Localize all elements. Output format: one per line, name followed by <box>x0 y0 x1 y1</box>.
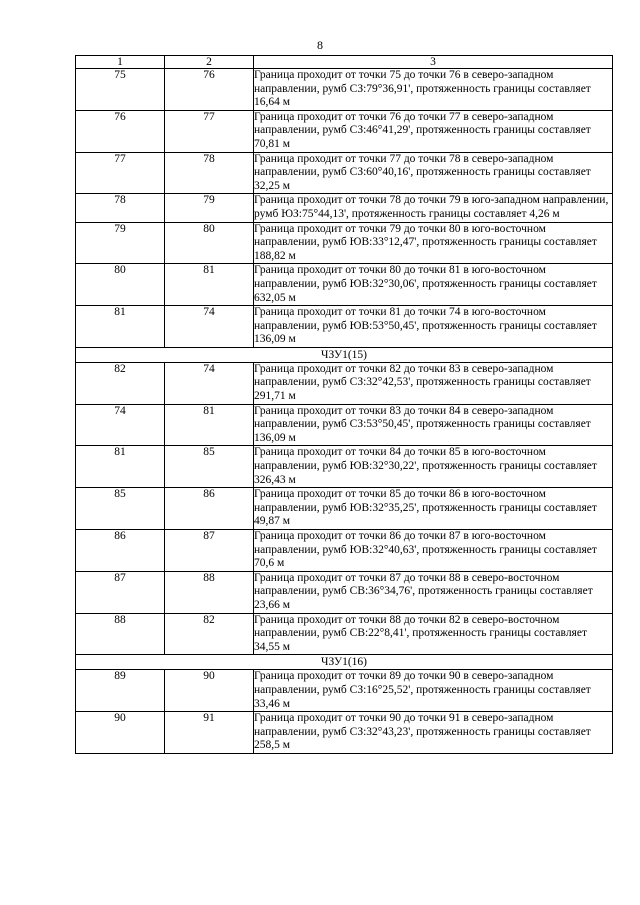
point-to-cell: 78 <box>165 152 254 194</box>
description-cell: Граница проходит от точки 77 до точки 78 в северо-западном направлении, румб СЗ:60°40,16', протяженность границы составляет 32,25 м <box>254 152 613 194</box>
point-from-cell: 90 <box>76 712 165 754</box>
description-cell: Граница проходит от точки 76 до точки 77 в северо-западном направлении, румб СЗ:46°41,29', протяженность границы составляет 70,81 м <box>254 110 613 152</box>
point-to-cell: 90 <box>165 670 254 712</box>
table-row <box>76 712 613 754</box>
point-to-cell: 85 <box>165 446 254 488</box>
description-cell: Граница проходит от точки 81 до точки 74 в юго-восточном направлении, румб ЮВ:53°50,45', протяженность границы составляет 136,09 м <box>254 306 613 348</box>
point-from-cell: 80 <box>76 264 165 306</box>
table-row <box>76 362 613 404</box>
table-row <box>76 152 613 194</box>
point-to-cell: 82 <box>165 613 254 655</box>
table-row <box>76 404 613 446</box>
section-title: ЧЗУ1(16) <box>76 655 613 670</box>
point-to-cell: 74 <box>165 362 254 404</box>
description-cell: Граница проходит от точки 79 до точки 80 в юго-восточном направлении, румб ЮВ:33°12,47', протяженность границы составляет 188,82 м <box>254 222 613 264</box>
description-cell: Граница проходит от точки 86 до точки 87 в юго-восточном направлении, румб ЮВ:32°40,63', протяженность границы составляет 70,6 м <box>254 530 613 572</box>
description-cell: Граница проходит от точки 75 до точки 76 в северо-западном направлении, румб СЗ:79°36,91', протяженность границы составляет 16,64 м <box>254 69 613 111</box>
table-row <box>76 110 613 152</box>
description-cell: Граница проходит от точки 89 до точки 90 в северо-западном направлении, румб СЗ:16°25,52', протяженность границы составляет 33,46 м <box>254 670 613 712</box>
description-cell: Граница проходит от точки 82 до точки 83 в северо-западном направлении, румб СЗ:32°42,53', протяженность границы составляет 291,71 м <box>254 362 613 404</box>
point-from-cell: 76 <box>76 110 165 152</box>
point-to-cell: 86 <box>165 488 254 530</box>
description-cell: Граница проходит от точки 85 до точки 86 в юго-восточном направлении, румб ЮВ:32°35,25', протяженность границы составляет 49,87 м <box>254 488 613 530</box>
point-from-cell: 78 <box>76 194 165 222</box>
table-row <box>76 264 613 306</box>
description-cell: Граница проходит от точки 83 до точки 84 в северо-западном направлении, румб СЗ:53°50,45', протяженность границы составляет 136,09 м <box>254 404 613 446</box>
table-row <box>76 306 613 348</box>
point-to-cell: 76 <box>165 69 254 111</box>
table-row <box>76 571 613 613</box>
table-row <box>76 488 613 530</box>
section-row <box>76 347 613 362</box>
section-row <box>76 655 613 670</box>
point-to-cell: 77 <box>165 110 254 152</box>
table-row <box>76 530 613 572</box>
point-from-cell: 85 <box>76 488 165 530</box>
point-to-cell: 74 <box>165 306 254 348</box>
description-cell: Граница проходит от точки 78 до точки 79 в юго-западном направлении, румб ЮЗ:75°44,13', протяженность границы составляет 4,26 м <box>254 194 613 222</box>
point-to-cell: 80 <box>165 222 254 264</box>
boundary-table-body <box>76 56 613 754</box>
point-from-cell: 75 <box>76 69 165 111</box>
point-from-cell: 87 <box>76 571 165 613</box>
description-cell: Граница проходит от точки 84 до точки 85 в юго-восточном направлении, румб ЮВ:32°30,22', протяженность границы составляет 326,43 м <box>254 446 613 488</box>
header-col-3: 3 <box>254 56 613 69</box>
point-from-cell: 79 <box>76 222 165 264</box>
point-from-cell: 74 <box>76 404 165 446</box>
table-row <box>76 446 613 488</box>
table-row <box>76 613 613 655</box>
table-row <box>76 670 613 712</box>
page-number: 8 <box>317 38 323 52</box>
header-row <box>76 56 613 69</box>
description-cell: Граница проходит от точки 90 до точки 91 в северо-западном направлении, румб СЗ:32°43,23', протяженность границы составляет 258,5 м <box>254 712 613 754</box>
point-from-cell: 81 <box>76 306 165 348</box>
description-cell: Граница проходит от точки 87 до точки 88 в северо-восточном направлении, румб СВ:36°34,76', протяженность границы составляет 23,66 м <box>254 571 613 613</box>
section-title: ЧЗУ1(15) <box>76 347 613 362</box>
header-col-1: 1 <box>76 56 165 69</box>
description-cell: Граница проходит от точки 88 до точки 82 в северо-восточном направлении, румб СВ:22°8,41', протяженность границы составляет 34,55 м <box>254 613 613 655</box>
point-from-cell: 82 <box>76 362 165 404</box>
table-row <box>76 222 613 264</box>
point-from-cell: 86 <box>76 530 165 572</box>
table-row <box>76 194 613 222</box>
table-row <box>76 69 613 111</box>
point-to-cell: 87 <box>165 530 254 572</box>
point-to-cell: 91 <box>165 712 254 754</box>
point-to-cell: 81 <box>165 404 254 446</box>
point-from-cell: 77 <box>76 152 165 194</box>
point-to-cell: 88 <box>165 571 254 613</box>
point-from-cell: 81 <box>76 446 165 488</box>
description-cell: Граница проходит от точки 80 до точки 81 в юго-восточном направлении, румб ЮВ:32°30,06', протяженность границы составляет 632,05 м <box>254 264 613 306</box>
point-from-cell: 89 <box>76 670 165 712</box>
point-to-cell: 81 <box>165 264 254 306</box>
header-col-2: 2 <box>165 56 254 69</box>
boundary-table <box>75 55 613 754</box>
point-from-cell: 88 <box>76 613 165 655</box>
point-to-cell: 79 <box>165 194 254 222</box>
